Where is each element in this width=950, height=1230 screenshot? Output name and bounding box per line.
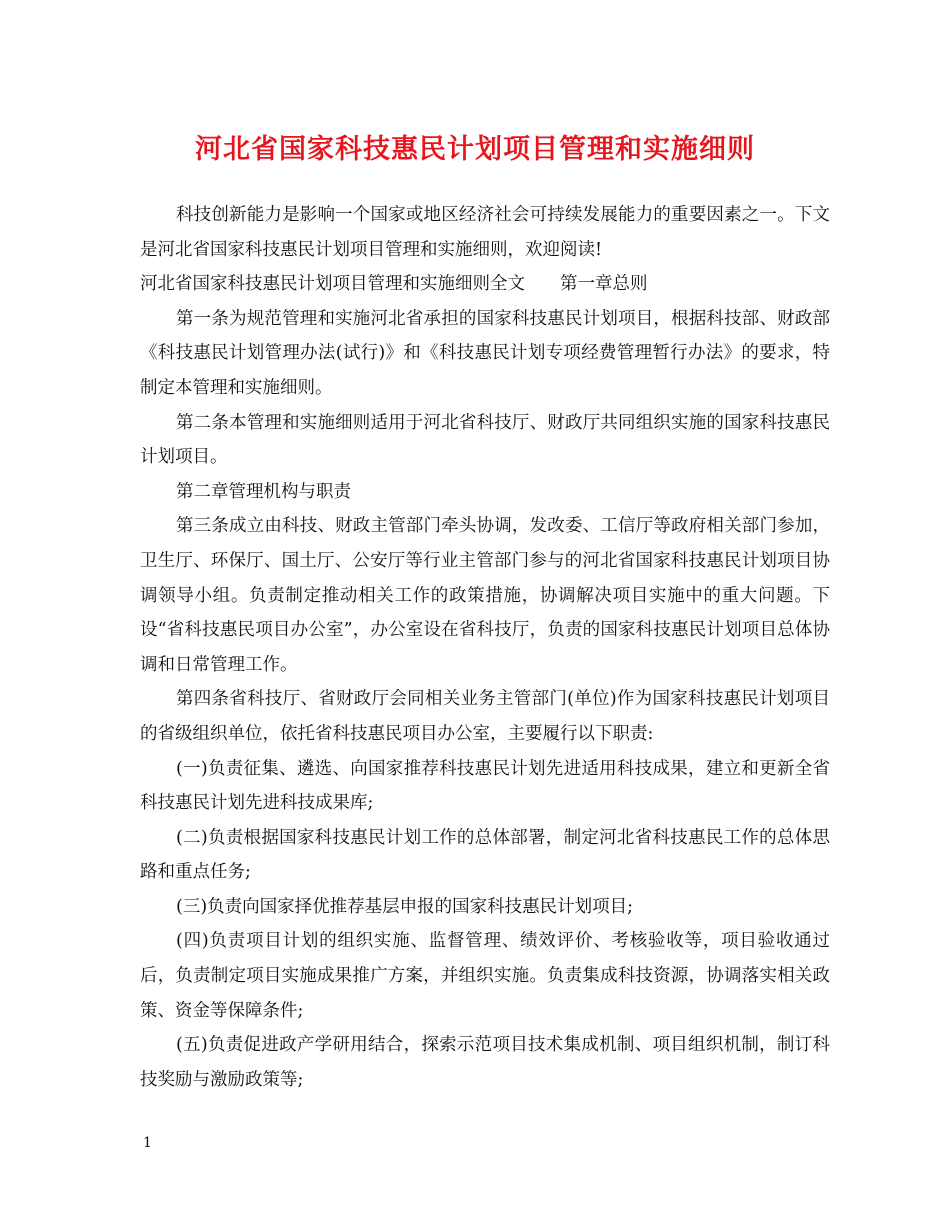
chapter-heading: 第二章管理机构与职责: [176, 481, 351, 502]
list-item: (一)负责征集、遴选、向国家推荐科技惠民计划先进适用科技成果，建立和更新全省科技惠民计划先进科技成果库;: [140, 758, 830, 814]
list-item: (二)负责根据国家科技惠民计划工作的总体部署，制定河北省科技惠民工作的总体思路和重点任务;: [140, 827, 830, 883]
list-item: (四)负责项目计划的组织实施、监督管理、绩效评价、考核验收等，项目验收通过后，负责制定项目实施成果推广方案，并组织实施。负责集成科技资源，协调落实相关政策、资金等保障条件;: [140, 931, 830, 1021]
paragraph: 第四条省科技厅、省财政厅会同相关业务主管部门(单位)作为国家科技惠民计划项目的省级组织单位，依托省科技惠民项目办公室，主要履行以下职责:: [140, 689, 830, 744]
paragraph: 河北省国家科技惠民计划项目管理和实施细则全文 第一章总则: [140, 274, 648, 295]
document-title: 河北省国家科技惠民计划项目管理和实施细则: [195, 134, 755, 165]
list-item: (三)负责向国家择优推荐基层申报的国家科技惠民计划项目;: [176, 896, 634, 917]
document-body: [140, 198, 830, 1097]
paragraph: 第一条为规范管理和实施河北省承担的国家科技惠民计划项目，根据科技部、财政部《科技惠民计划管理办法(试行)》和《科技惠民计划专项经费管理暂行办法》的要求，特制定本管理和实施细则。: [140, 308, 830, 398]
paragraph: 第二条本管理和实施细则适用于河北省科技厅、财政厅共同组织实施的国家科技惠民计划项目。: [140, 412, 830, 468]
paragraph: 科技创新能力是影响一个国家或地区经济社会可持续发展能力的重要因素之一。下文是河北省国家科技惠民计划项目管理和实施细则，欢迎阅读!: [140, 205, 830, 260]
list-item: (五)负责促进政产学研用结合，探索示范项目技术集成机制、项目组织机制，制订科技奖励与激励政策等;: [140, 1035, 830, 1090]
page-number: 1: [143, 1135, 152, 1151]
paragraph: 第三条成立由科技、财政主管部门牵头协调，发改委、工信厅等政府相关部门参加，卫生厅、环保厅、国土厅、公安厅等行业主管部门参与的河北省国家科技惠民计划项目协调领导小组。负责制定推动相关工作的政策措施，协调解决项目实施中的重大问题。下设“省科技惠民项目办公室”，办公室设在省科技厅，负责的国家科技惠民计划项目总体协调和日常管理工作。: [140, 516, 830, 675]
